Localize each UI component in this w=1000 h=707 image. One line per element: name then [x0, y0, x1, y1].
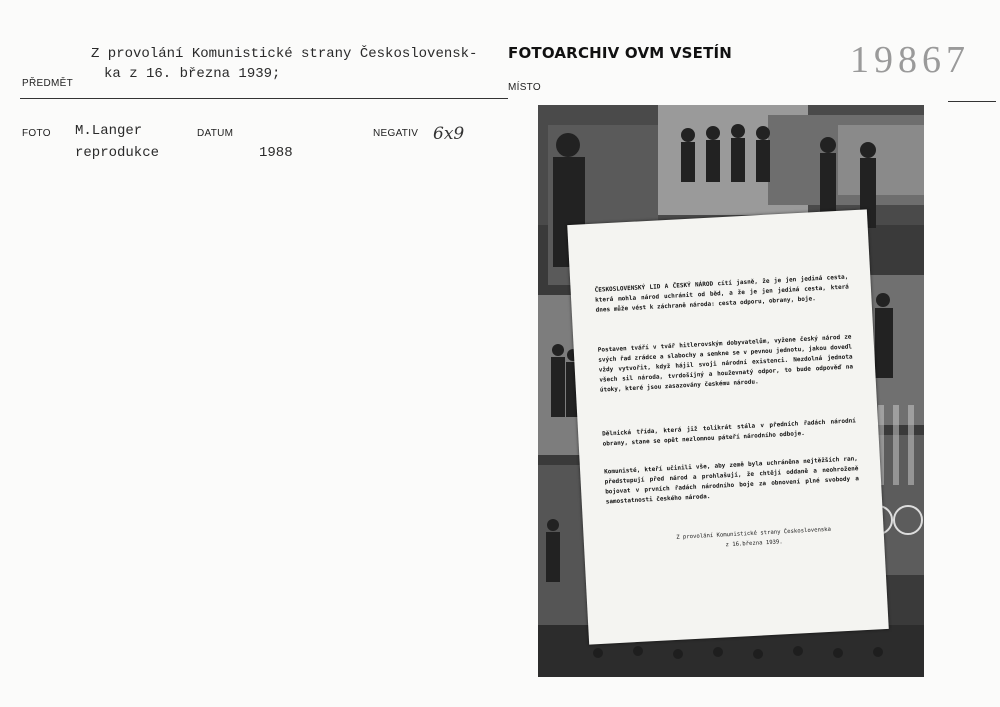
proclamation-footer-line-1: Z provolání Komunistické strany Československa — [676, 526, 832, 541]
archive-name: FOTOARCHIV OVM VSETÍN — [508, 44, 733, 62]
serial-number: 19867 — [850, 39, 970, 81]
place-label: MÍSTO — [508, 82, 541, 93]
proclamation-paragraph-2: Postaven tváří v tvář hitlerovským dobyvatelům, vyžene český národ ze svých řad zrádce a slabochy a semkne se v pevnou jednotu, jakou dovedl vždy vytvořit, když hájil svoji národní existenci. Nezdolná jednota všech sil národa, tvrdošíjný a houževnatý odpor, to bude odpověď na útoky, které jsou zasazovány českému národu. — [597, 333, 854, 394]
header-rule-right — [948, 101, 996, 102]
negative-value: 6x9 — [433, 124, 465, 144]
date-label: DATUM — [197, 128, 234, 139]
photo-type: reprodukce — [75, 145, 160, 161]
date-value: 1988 — [259, 145, 293, 161]
proclamation-paragraph-3: Dělnická třída, která již tolikrát stála v předních řadách národní obrany, stane se opět nezlomnou páteří národního odboje. — [602, 417, 857, 448]
photographer: M.Langer — [75, 123, 143, 139]
proclamation-footer-line-2: z 16.března 1939. — [725, 539, 783, 549]
reproduction-photo — [538, 105, 924, 677]
proclamation-paragraph-4: Komunisté, kteří učinili vše, aby země byla uchráněna nejtěžších ran, předstupují před národ a prohlašují, že chtějí oddaně a neohroženě bojovat v prvních řadách národního boje za obnovení plné svobody a samostatnosti českého národa. — [604, 455, 860, 506]
proclamation-paragraph-1: ČESKOSLOVENSKÝ LID A ČESKÝ NÁROD cítí jasně, že je jen jediná cesta, která mohla národ uchránit od běd, a že je jen jediná cesta, která dnes může vést k záchraně národa: cesta odporu, obrany, boje. — [594, 273, 850, 314]
subject-text-line1: Z provolání Komunistické strany Československ- — [91, 46, 478, 62]
header-rule — [20, 98, 508, 99]
proclamation-sheet — [567, 209, 889, 644]
subject-label: PŘEDMĚT — [22, 78, 73, 89]
subject-text-line2: ka z 16. března 1939; — [104, 66, 281, 82]
photo-label: FOTO — [22, 128, 51, 139]
negative-label: NEGATIV — [373, 128, 419, 139]
